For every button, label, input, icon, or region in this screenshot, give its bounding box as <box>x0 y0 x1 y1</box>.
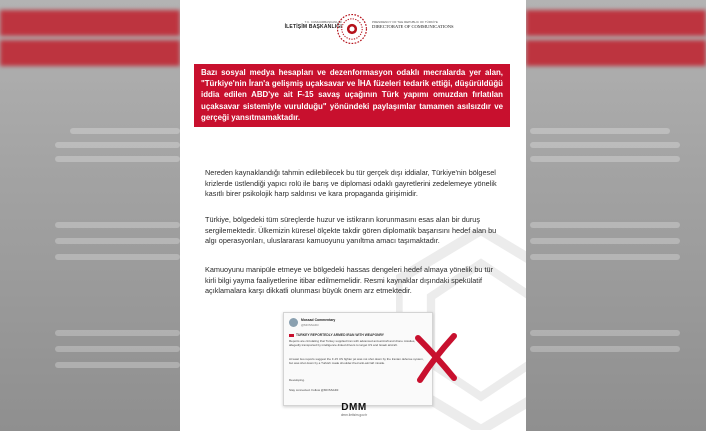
blurred-red-band <box>526 10 706 36</box>
blurred-text-line <box>530 254 680 260</box>
tweet-line-2: At least two reports suggest the F-15 US fighter jet was not shot down by the Iranian defense system, but was shot down by a Turkish made shoulder-fired anti-aircraft missile. <box>289 357 424 365</box>
red-x-icon <box>412 332 460 384</box>
tweet-line-3: Developing. <box>289 378 305 382</box>
blurred-text-line <box>530 128 670 134</box>
flag-icon <box>289 334 294 337</box>
embedded-tweet-screenshot <box>283 312 433 406</box>
footer-sub-text: dmm.iletisim.gov.tr <box>340 413 368 417</box>
press-statement-document <box>180 0 526 431</box>
blurred-text-line <box>55 156 180 162</box>
presidential-seal-icon <box>335 12 369 46</box>
institution-header <box>180 6 526 46</box>
blurred-text-line <box>530 222 680 228</box>
blurred-red-band <box>0 10 180 36</box>
highlight-text: Bazı sosyal medya hesapları ve dezenformasyon odaklı mecralarda yer alan, "Türkiye'nin İran'a gelişmiş uçaksavar ve İHA füzeleri tedarik ettiği, düşürüldüğü iddia edilen ABD'ye ait F-15 savaş uçağının Türk yapımı omuzdan fırlatılan uçaksavar sistemiyle vurulduğu" yönündeki paylaşımlar tamamen asılsızdır ve gerçeği yansıtmamaktadır. <box>201 68 503 122</box>
highlight-box <box>194 64 510 127</box>
header-right-block <box>372 20 462 29</box>
blurred-text-line <box>55 346 180 352</box>
tweet-headline <box>289 333 384 337</box>
blurred-text-line <box>530 156 680 162</box>
blurred-text-line <box>70 128 180 134</box>
blurred-text-line <box>530 330 680 336</box>
tweet-line-1: Reports are circulating that Turkey supplied Iran with advanced anti-aircraft and drone missiles, allegedly transported by intelligence-linked drivers to target US and Israeli aircraft. <box>289 339 416 347</box>
header-left-small: T.C. CUMHURBAŞKANLIĞI <box>304 20 342 24</box>
paragraph-1: Nereden kaynaklandığı tahmin edilebilecek bu tür gerçek dışı iddialar, Türkiye'nin bölgesel krizlerde üstlendiği yapıcı rolü ile barış ve diplomasi odaklı gayretlerini zedelemeye yönelik kasıtlı birer psikolojik harp saldırısı ve kara propaganda girişimidir. <box>205 168 497 199</box>
tweet-headline-text: TURKEY REPORTEDLY ARMED IRAN WITH WEAPONRY <box>296 333 384 337</box>
tweet-handle: @MOSSADil <box>301 323 319 327</box>
header-right-title: DIRECTORATE OF COMMUNICATIONS <box>372 24 454 29</box>
header-right-small: PRESIDENCY OF THE REPUBLIC OF TÜRKİYE <box>372 20 438 24</box>
blurred-text-line <box>530 238 680 244</box>
footer-logo <box>332 402 376 417</box>
blurred-text-line <box>530 142 680 148</box>
blurred-text-line <box>530 346 680 352</box>
blurred-text-line <box>55 362 180 368</box>
blurred-text-line <box>55 142 180 148</box>
footer-logo-text: DMM <box>341 402 367 413</box>
blurred-red-band <box>0 40 180 66</box>
tweet-line-4: Stay connected. Follow @MOSSADil <box>289 388 339 392</box>
blurred-text-line <box>55 330 180 336</box>
tweet-account-name: Mossad Commentary <box>301 318 336 322</box>
header-left-block <box>252 20 342 30</box>
blurred-text-line <box>55 238 180 244</box>
paragraph-2: Türkiye, bölgedeki tüm süreçlerde huzur ve istikrarın korunmasını esas alan bir duruş sergilemektedir. Ülkemizin küresel ölçekte takdir gören diplomatik başarısını hedef alan bu algı operasyonları, uluslararası kamuoyunu yanıltma amacı taşımaktadır. <box>205 215 497 246</box>
header-left-title: İLETİŞİM BAŞKANLIĞI <box>284 24 342 30</box>
paragraph-3: Kamuoyunu manipüle etmeye ve bölgedeki hassas dengeleri hedef almaya yönelik bu tür kirli bilgi yayma faaliyetlerine itibar edilmemelidir. Resmi kaynaklar dışındaki spekülatif açıklamalara karşı dikkatli olunması büyük önem arz etmektedir. <box>205 265 493 296</box>
blurred-red-band <box>526 40 706 66</box>
blurred-text-line <box>55 254 180 260</box>
avatar <box>289 318 298 327</box>
blurred-text-line <box>55 222 180 228</box>
